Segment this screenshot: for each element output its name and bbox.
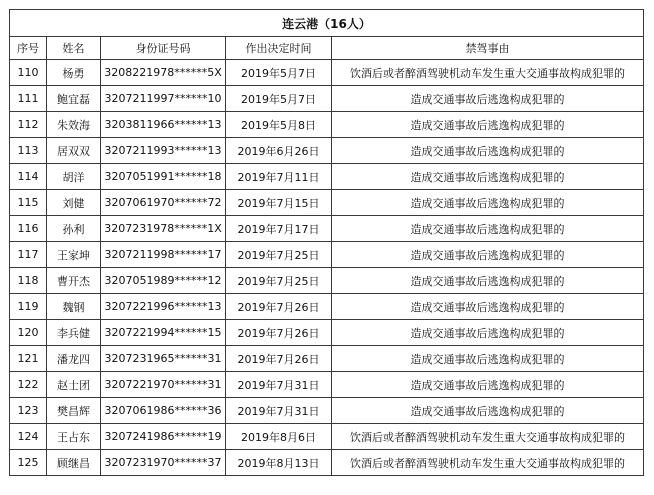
header-seq: 序号 bbox=[10, 37, 47, 60]
cell-seq: 110 bbox=[10, 60, 47, 86]
table-row bbox=[10, 164, 644, 190]
table-row bbox=[10, 138, 644, 164]
header-reason: 禁驾事由 bbox=[332, 37, 644, 60]
cell-seq: 115 bbox=[10, 190, 47, 216]
table-header-row bbox=[10, 37, 644, 60]
cell-ban-reason: 造成交通事故后逃逸构成犯罪的 bbox=[332, 216, 644, 242]
cell-id-number: 3207221996******13 bbox=[101, 294, 226, 320]
cell-decision-date: 2019年7月25日 bbox=[226, 242, 332, 268]
cell-id-number: 3207051991******18 bbox=[101, 164, 226, 190]
table-body bbox=[10, 60, 644, 476]
cell-seq: 113 bbox=[10, 138, 47, 164]
ban-table bbox=[9, 9, 644, 476]
cell-id-number: 3207061970******72 bbox=[101, 190, 226, 216]
cell-ban-reason: 造成交通事故后逃逸构成犯罪的 bbox=[332, 112, 644, 138]
cell-decision-date: 2019年5月7日 bbox=[226, 60, 332, 86]
cell-seq: 119 bbox=[10, 294, 47, 320]
table-row bbox=[10, 268, 644, 294]
cell-decision-date: 2019年5月7日 bbox=[226, 86, 332, 112]
cell-ban-reason: 造成交通事故后逃逸构成犯罪的 bbox=[332, 398, 644, 424]
table-row bbox=[10, 86, 644, 112]
cell-decision-date: 2019年6月26日 bbox=[226, 138, 332, 164]
cell-ban-reason: 饮酒后或者醉酒驾驶机动车发生重大交通事故构成犯罪的 bbox=[332, 424, 644, 450]
cell-id-number: 3207061986******36 bbox=[101, 398, 226, 424]
cell-ban-reason: 饮酒后或者醉酒驾驶机动车发生重大交通事故构成犯罪的 bbox=[332, 450, 644, 476]
cell-seq: 117 bbox=[10, 242, 47, 268]
header-id: 身份证号码 bbox=[101, 37, 226, 60]
cell-id-number: 3207231965******31 bbox=[101, 346, 226, 372]
cell-ban-reason: 造成交通事故后逃逸构成犯罪的 bbox=[332, 346, 644, 372]
cell-decision-date: 2019年7月31日 bbox=[226, 398, 332, 424]
cell-name: 顾继昌 bbox=[47, 450, 101, 476]
cell-seq: 114 bbox=[10, 164, 47, 190]
cell-decision-date: 2019年7月11日 bbox=[226, 164, 332, 190]
table-row bbox=[10, 190, 644, 216]
cell-id-number: 3207221970******31 bbox=[101, 372, 226, 398]
table-row bbox=[10, 346, 644, 372]
cell-ban-reason: 造成交通事故后逃逸构成犯罪的 bbox=[332, 268, 644, 294]
cell-name: 胡洋 bbox=[47, 164, 101, 190]
cell-id-number: 3203811966******13 bbox=[101, 112, 226, 138]
cell-decision-date: 2019年8月13日 bbox=[226, 450, 332, 476]
cell-seq: 122 bbox=[10, 372, 47, 398]
table-row bbox=[10, 398, 644, 424]
cell-decision-date: 2019年7月31日 bbox=[226, 372, 332, 398]
cell-name: 赵士团 bbox=[47, 372, 101, 398]
table-row bbox=[10, 216, 644, 242]
cell-decision-date: 2019年7月26日 bbox=[226, 320, 332, 346]
cell-ban-reason: 造成交通事故后逃逸构成犯罪的 bbox=[332, 242, 644, 268]
table-row bbox=[10, 60, 644, 86]
driving-ban-list bbox=[9, 9, 644, 476]
cell-id-number: 3208221978******5X bbox=[101, 60, 226, 86]
cell-name: 王家坤 bbox=[47, 242, 101, 268]
cell-id-number: 3207231978******1X bbox=[101, 216, 226, 242]
header-name: 姓名 bbox=[47, 37, 101, 60]
cell-ban-reason: 饮酒后或者醉酒驾驶机动车发生重大交通事故构成犯罪的 bbox=[332, 60, 644, 86]
cell-ban-reason: 造成交通事故后逃逸构成犯罪的 bbox=[332, 372, 644, 398]
cell-decision-date: 2019年7月26日 bbox=[226, 346, 332, 372]
cell-decision-date: 2019年8月6日 bbox=[226, 424, 332, 450]
cell-id-number: 3207241986******19 bbox=[101, 424, 226, 450]
table-row bbox=[10, 294, 644, 320]
cell-name: 居双双 bbox=[47, 138, 101, 164]
cell-decision-date: 2019年5月8日 bbox=[226, 112, 332, 138]
cell-name: 王占东 bbox=[47, 424, 101, 450]
cell-ban-reason: 造成交通事故后逃逸构成犯罪的 bbox=[332, 294, 644, 320]
cell-name: 孙利 bbox=[47, 216, 101, 242]
cell-id-number: 3207051989******12 bbox=[101, 268, 226, 294]
cell-ban-reason: 造成交通事故后逃逸构成犯罪的 bbox=[332, 164, 644, 190]
cell-seq: 125 bbox=[10, 450, 47, 476]
cell-name: 曹开杰 bbox=[47, 268, 101, 294]
cell-id-number: 3207231970******37 bbox=[101, 450, 226, 476]
table-title-row bbox=[10, 10, 644, 37]
table-title: 连云港（16人） bbox=[10, 10, 644, 37]
cell-name: 魏钢 bbox=[47, 294, 101, 320]
cell-decision-date: 2019年7月25日 bbox=[226, 268, 332, 294]
cell-name: 杨勇 bbox=[47, 60, 101, 86]
cell-seq: 116 bbox=[10, 216, 47, 242]
header-date: 作出决定时间 bbox=[226, 37, 332, 60]
cell-seq: 120 bbox=[10, 320, 47, 346]
cell-id-number: 3207211993******13 bbox=[101, 138, 226, 164]
cell-seq: 118 bbox=[10, 268, 47, 294]
table-row bbox=[10, 320, 644, 346]
cell-seq: 111 bbox=[10, 86, 47, 112]
table-row bbox=[10, 424, 644, 450]
cell-seq: 121 bbox=[10, 346, 47, 372]
cell-name: 李兵健 bbox=[47, 320, 101, 346]
cell-name: 潘龙四 bbox=[47, 346, 101, 372]
cell-name: 樊昌辉 bbox=[47, 398, 101, 424]
cell-ban-reason: 造成交通事故后逃逸构成犯罪的 bbox=[332, 86, 644, 112]
table-row bbox=[10, 242, 644, 268]
table-row bbox=[10, 450, 644, 476]
cell-ban-reason: 造成交通事故后逃逸构成犯罪的 bbox=[332, 138, 644, 164]
cell-id-number: 3207211997******10 bbox=[101, 86, 226, 112]
cell-seq: 112 bbox=[10, 112, 47, 138]
cell-decision-date: 2019年7月15日 bbox=[226, 190, 332, 216]
cell-seq: 123 bbox=[10, 398, 47, 424]
cell-id-number: 3207221994******15 bbox=[101, 320, 226, 346]
cell-id-number: 3207211998******17 bbox=[101, 242, 226, 268]
cell-seq: 124 bbox=[10, 424, 47, 450]
cell-ban-reason: 造成交通事故后逃逸构成犯罪的 bbox=[332, 190, 644, 216]
cell-name: 朱效海 bbox=[47, 112, 101, 138]
cell-ban-reason: 造成交通事故后逃逸构成犯罪的 bbox=[332, 320, 644, 346]
cell-decision-date: 2019年7月26日 bbox=[226, 294, 332, 320]
table-row bbox=[10, 112, 644, 138]
table-row bbox=[10, 372, 644, 398]
cell-name: 鲍宜磊 bbox=[47, 86, 101, 112]
cell-decision-date: 2019年7月17日 bbox=[226, 216, 332, 242]
cell-name: 刘健 bbox=[47, 190, 101, 216]
